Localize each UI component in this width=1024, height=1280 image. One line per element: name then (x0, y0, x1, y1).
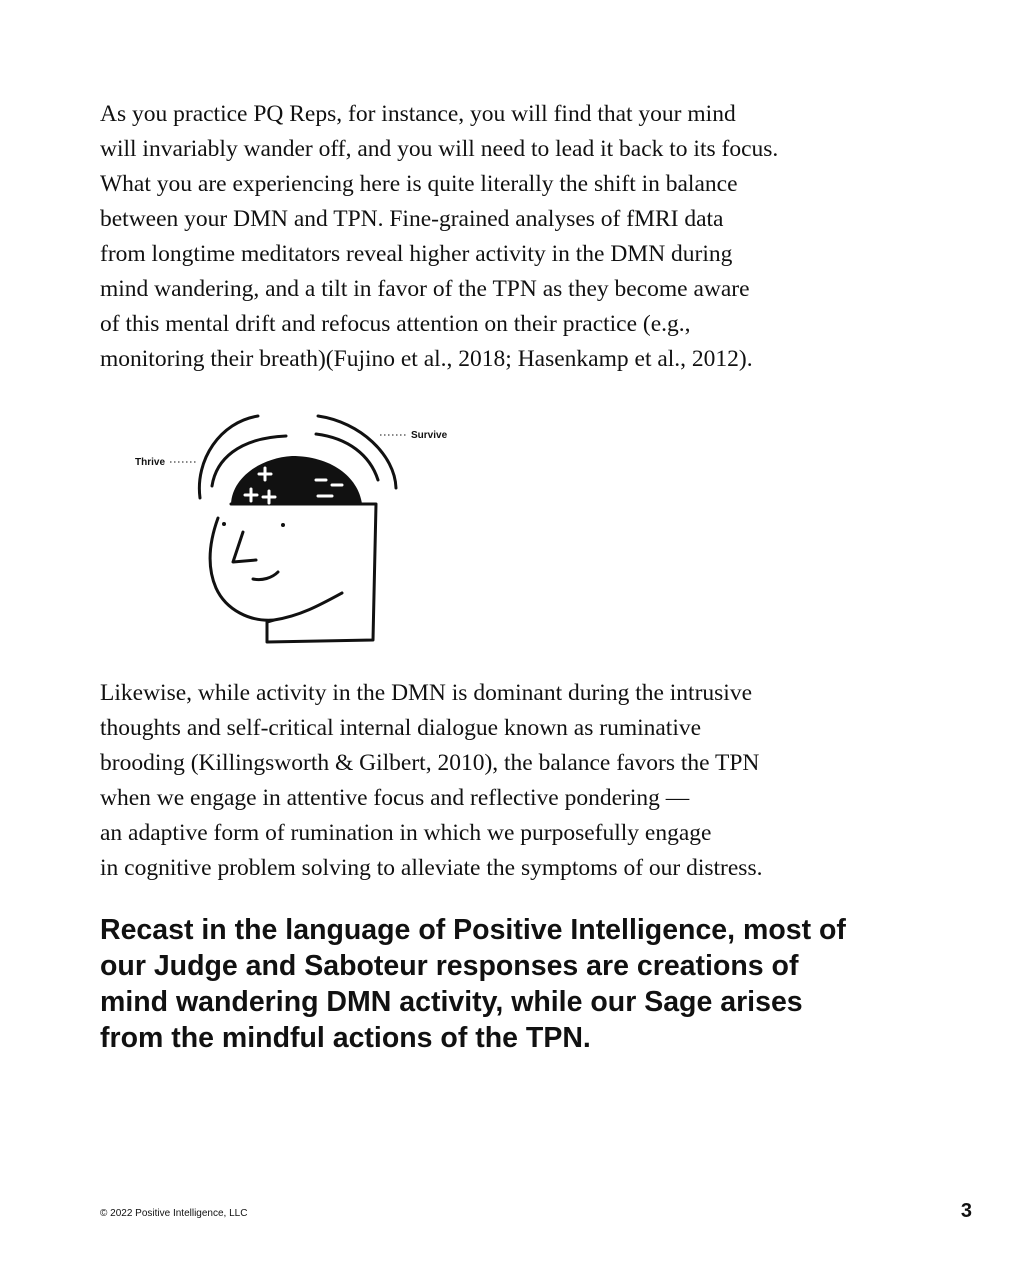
callout-statement (100, 912, 920, 1056)
paragraph-pq-reps (100, 97, 900, 377)
paragraph-line: in cognitive problem solving to alleviate the symptoms of our distress. (100, 855, 763, 881)
paragraph-line: when we engage in attentive focus and reflective pondering — (100, 785, 690, 811)
paragraph-line: monitoring their breath)(Fujino et al., 2018; Hasenkamp et al., 2012). (100, 346, 753, 372)
page-number: 3 (960, 1200, 972, 1222)
callout-line: Recast in the language of Positive Intelligence, most of (100, 914, 846, 946)
paragraph-line: of this mental drift and refocus attention on their practice (e.g., (100, 311, 691, 337)
paragraph-line: will invariably wander off, and you will need to lead it back to its focus. (100, 136, 779, 162)
callout-line: mind wandering DMN activity, while our Sage arises (100, 986, 803, 1018)
callout-line: our Judge and Saboteur responses are creations of (100, 950, 799, 982)
paragraph-line: thoughts and self-critical internal dialogue known as ruminative (100, 715, 702, 741)
paragraph-line: brooding (Killingsworth & Gilbert, 2010), the balance favors the TPN (100, 750, 760, 776)
paragraph-line: between your DMN and TPN. Fine-grained analyses of fMRI data (100, 206, 724, 232)
survive-label: Survive (411, 430, 448, 441)
paragraph-rumination (100, 676, 900, 886)
head-illustration (120, 400, 480, 650)
paragraph-line: As you practice PQ Reps, for instance, you will find that your mind (100, 101, 736, 127)
callout-line: from the mindful actions of the TPN. (100, 1022, 591, 1054)
paragraph-line: What you are experiencing here is quite literally the shift in balance (100, 171, 738, 197)
paragraph-line: an adaptive form of rumination in which we purposefully engage (100, 820, 712, 846)
paragraph-line: mind wandering, and a tilt in favor of the TPN as they become aware (100, 276, 750, 302)
paragraph-line: Likewise, while activity in the DMN is dominant during the intrusive (100, 680, 753, 706)
paragraph-line: from longtime meditators reveal higher activity in the DMN during (100, 241, 733, 267)
thrive-label: Thrive (135, 457, 166, 468)
copyright-footer: © 2022 Positive Intelligence, LLC (100, 1208, 248, 1219)
